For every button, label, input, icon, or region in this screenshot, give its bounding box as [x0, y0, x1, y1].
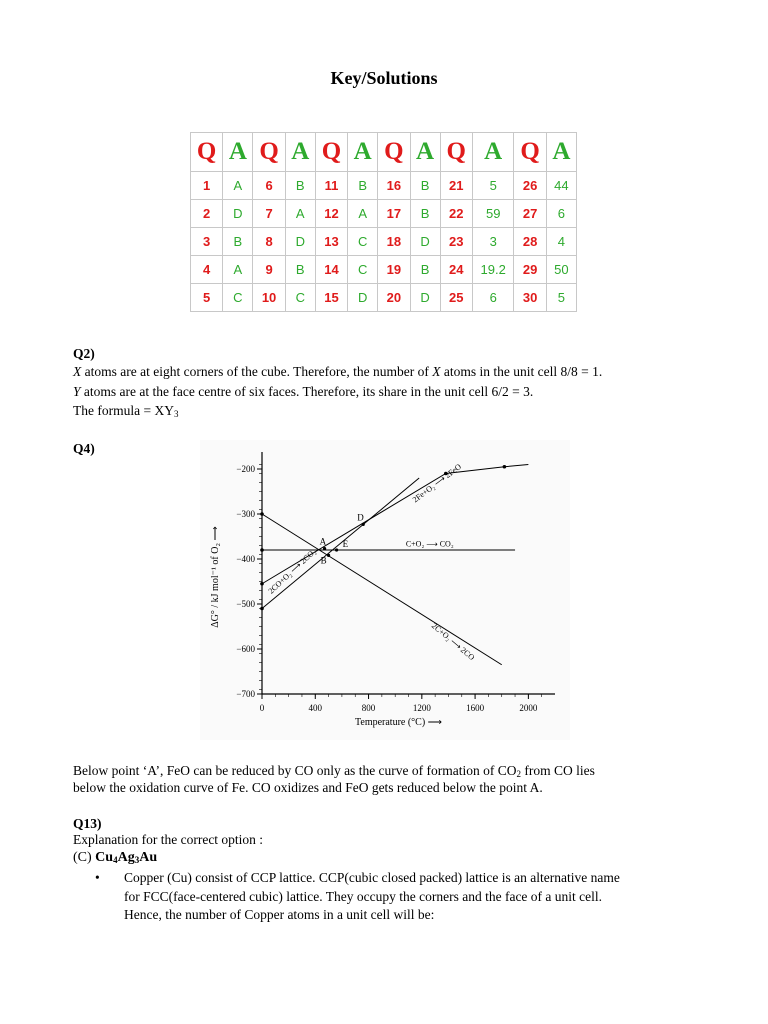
answer-cell: 6: [546, 200, 576, 228]
series-point: [260, 548, 264, 552]
q13-bullet-line-2: for FCC(face-centered cubic) lattice. They occupy the corners and the face of a unit cell.: [124, 888, 603, 904]
answer-cell: B: [348, 172, 378, 200]
x-tick-label: 1600: [466, 703, 485, 713]
intersection-label: B: [320, 555, 327, 566]
y-tick-label: −500: [236, 599, 255, 609]
answer-cell: B: [223, 228, 253, 256]
question-number-cell: 11: [315, 172, 347, 200]
question-number-cell: 25: [440, 284, 472, 312]
question-number-cell: 12: [315, 200, 347, 228]
question-number-cell: 27: [514, 200, 546, 228]
question-number-cell: 28: [514, 228, 546, 256]
q13-bullet-line-1: Copper (Cu) consist of CCP lattice. CCP(cubic closed packed) lattice is an alternative name: [124, 870, 620, 885]
bullet-icon: •: [95, 870, 100, 885]
x-tick-label: 2000: [519, 703, 538, 713]
intersection-label: D: [357, 512, 364, 523]
question-number-cell: 18: [378, 228, 410, 256]
q13-intro: Explanation for the correct option :: [73, 832, 264, 847]
q2-line-2: Y atoms are at the face centre of six faces. Therefore, its share in the unit cell 6/2 = 3.: [73, 384, 534, 399]
answer-cell: C: [348, 228, 378, 256]
question-number-cell: 3: [191, 228, 223, 256]
question-column-header: Q: [440, 133, 472, 172]
answer-cell: 3: [472, 228, 514, 256]
y-tick-label: −200: [236, 464, 255, 474]
answer-key-row: [191, 172, 577, 200]
answer-column-header: A: [410, 133, 440, 172]
series-point: [260, 512, 264, 516]
answer-cell: C: [223, 284, 253, 312]
series-label: 2CO+O₂ ⟶ 2CO₂: [266, 546, 318, 596]
x-tick-label: 1200: [412, 703, 431, 713]
question-number-cell: 20: [378, 284, 410, 312]
answer-column-header: A: [348, 133, 378, 172]
q13-correct-option: (C) $Cu_4Ag_3Au$: [73, 850, 158, 865]
answer-cell: A: [223, 172, 253, 200]
answer-cell: D: [285, 228, 315, 256]
question-number-cell: 2: [191, 200, 223, 228]
answer-key-row: [191, 228, 577, 256]
y-tick-label: −300: [236, 509, 255, 519]
question-number-cell: 29: [514, 256, 546, 284]
y-axis-label: ΔG° / kJ mol⁻¹ of O₂ ⟶: [210, 526, 221, 628]
answer-key-table: [190, 132, 577, 312]
answer-cell: D: [348, 284, 378, 312]
answer-cell: 5: [546, 284, 576, 312]
answer-cell: 6: [472, 284, 514, 312]
series-label: 2C+O₂ ⟶ 2CO: [429, 621, 477, 663]
question-number-cell: 14: [315, 256, 347, 284]
question-number-cell: 24: [440, 256, 472, 284]
answer-cell: B: [410, 200, 440, 228]
question-number-cell: 13: [315, 228, 347, 256]
q13-heading: Q13): [73, 816, 102, 831]
q2-heading: Q2): [73, 346, 95, 361]
answer-key-row: [191, 256, 577, 284]
intersection-label: A: [319, 536, 327, 547]
answer-cell: C: [348, 256, 378, 284]
answer-cell: 19.2: [472, 256, 514, 284]
question-number-cell: 19: [378, 256, 410, 284]
answer-cell: A: [348, 200, 378, 228]
question-number-cell: 9: [253, 256, 285, 284]
answer-cell: 44: [546, 172, 576, 200]
question-column-header: Q: [378, 133, 410, 172]
question-number-cell: 15: [315, 284, 347, 312]
answer-cell: A: [223, 256, 253, 284]
answer-cell: B: [410, 172, 440, 200]
answer-cell: B: [285, 256, 315, 284]
x-tick-label: 800: [361, 703, 376, 713]
answer-cell: A: [285, 200, 315, 228]
question-column-header: Q: [191, 133, 223, 172]
page-title: Key/Solutions: [330, 68, 438, 88]
q4-explanation-line-1: Below point ‘A’, FeO can be reduced by CO only as the curve of formation of $CO_2$ from CO lies: [73, 763, 595, 779]
question-number-cell: 21: [440, 172, 472, 200]
q2-line-1: X atoms are at eight corners of the cube. Therefore, the number of X atoms in the unit cell 8/8 = 1.: [73, 364, 603, 379]
question-number-cell: 10: [253, 284, 285, 312]
question-number-cell: 23: [440, 228, 472, 256]
answer-cell: B: [285, 172, 315, 200]
question-column-header: Q: [315, 133, 347, 172]
series-label: 2Fe+O₂ ⟶ 2FeO: [410, 462, 463, 505]
y-tick-label: −600: [236, 644, 255, 654]
answer-key-row: [191, 200, 577, 228]
answer-cell: 5: [472, 172, 514, 200]
answer-cell: 4: [546, 228, 576, 256]
question-column-header: Q: [253, 133, 285, 172]
ellingham-diagram: [200, 440, 570, 740]
q13-bullet-line-3: Hence, the number of Copper atoms in a unit cell will be:: [124, 907, 435, 922]
answer-key-row: [191, 284, 577, 312]
answer-cell: D: [223, 200, 253, 228]
intersection-point: [362, 523, 365, 526]
answer-cell: 59: [472, 200, 514, 228]
answer-column-header: A: [546, 133, 576, 172]
question-number-cell: 8: [253, 228, 285, 256]
question-column-header: Q: [514, 133, 546, 172]
answer-column-header: A: [223, 133, 253, 172]
question-number-cell: 17: [378, 200, 410, 228]
intersection-point: [323, 547, 326, 550]
x-tick-label: 400: [308, 703, 323, 713]
chart-background: [200, 440, 570, 740]
question-number-cell: 5: [191, 284, 223, 312]
question-number-cell: 6: [253, 172, 285, 200]
question-number-cell: 7: [253, 200, 285, 228]
series-point: [260, 607, 264, 611]
answer-key-header-row: [191, 133, 577, 172]
series-point: [503, 465, 507, 469]
answer-cell: D: [410, 228, 440, 256]
answer-cell: 50: [546, 256, 576, 284]
x-tick-label: 0: [259, 703, 265, 713]
series-point: [260, 582, 264, 586]
answer-cell: B: [410, 256, 440, 284]
answer-cell: C: [285, 284, 315, 312]
x-axis-label: Temperature (°C) ⟶: [354, 717, 443, 728]
intersection-point: [327, 554, 330, 557]
intersection-point: [335, 548, 338, 551]
q4-heading: Q4): [73, 441, 95, 456]
q4-explanation-line-2: below the oxidation curve of Fe. CO oxidizes and FeO gets reduced below the point A.: [73, 780, 543, 795]
question-number-cell: 30: [514, 284, 546, 312]
q2-line-3: The formula = $XY_3$: [73, 403, 179, 419]
y-tick-label: −400: [236, 554, 255, 564]
y-tick-label: −700: [236, 689, 255, 699]
question-number-cell: 16: [378, 172, 410, 200]
answer-column-header: A: [472, 133, 514, 172]
question-number-cell: 22: [440, 200, 472, 228]
question-number-cell: 1: [191, 172, 223, 200]
answer-cell: D: [410, 284, 440, 312]
series-label: C+O₂ ⟶ CO₂: [405, 539, 454, 549]
question-number-cell: 4: [191, 256, 223, 284]
answer-column-header: A: [285, 133, 315, 172]
question-number-cell: 26: [514, 172, 546, 200]
intersection-label: E: [342, 539, 349, 549]
